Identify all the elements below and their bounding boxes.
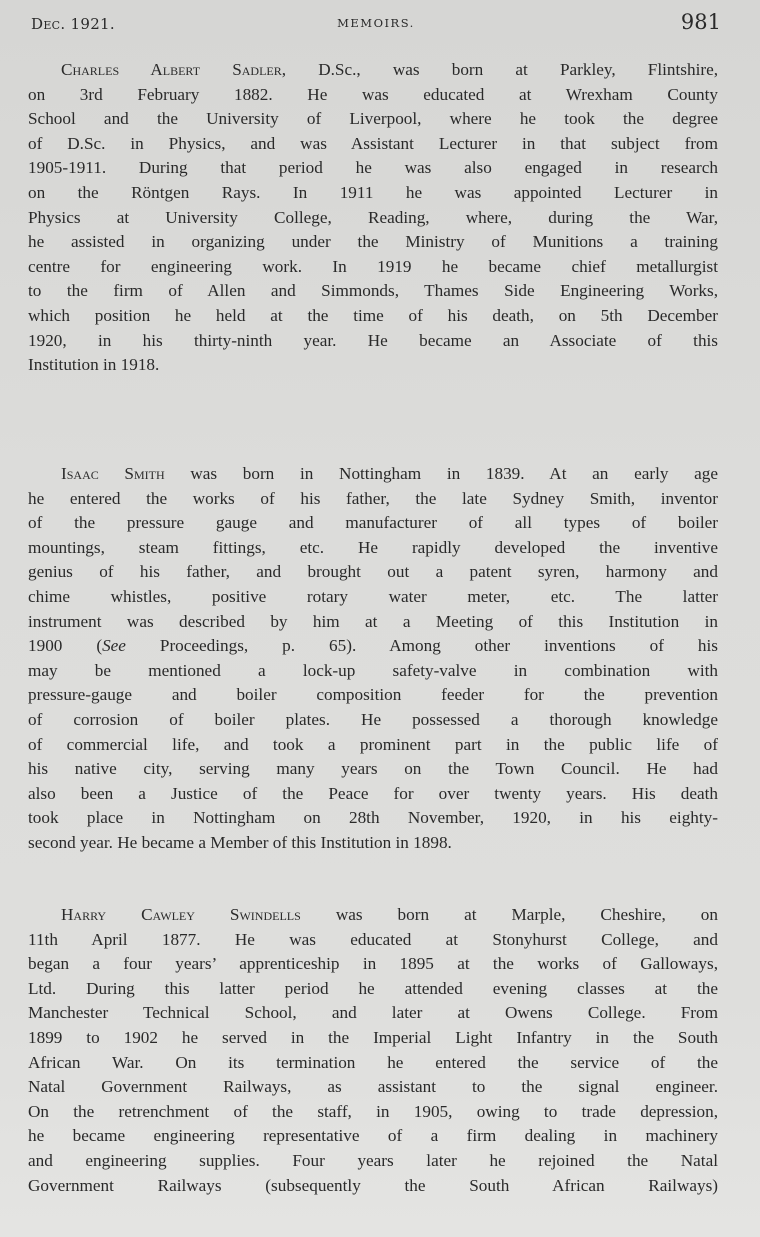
memoir-line: he entered the works of his father, the late Sydney Smith, inventor xyxy=(28,488,718,508)
header-section-title: MEMOIRS. xyxy=(337,16,415,30)
memoir-paragraph-swindells xyxy=(28,903,718,1198)
memoir-name: Charles Albert Sadler xyxy=(61,60,282,79)
memoir-line: 1905-1911. During that period he was also engaged in research xyxy=(28,158,718,178)
memoir-line xyxy=(28,903,718,928)
line-text: 1900 ( xyxy=(28,636,103,656)
memoir-line: began a four years’ apprenticeship in 1895 at the works of Galloways, xyxy=(28,954,718,974)
memoir-name: Harry Cawley Swindells xyxy=(61,905,301,924)
memoir-line: of the pressure gauge and manufacturer of all types of boiler xyxy=(28,513,718,533)
line-text: Proceedings, p. 65). Among other inventions of his xyxy=(125,636,718,656)
memoir-line: instrument was described by him at a Meeting of this Institution in xyxy=(28,611,718,631)
memoir-paragraph-sadler xyxy=(28,58,718,378)
memoir-line: 1899 to 1902 he served in the Imperial Light Infantry in the South xyxy=(28,1027,718,1047)
memoir-line: Institution in 1918. xyxy=(28,355,160,375)
memoir-line: which position he held at the time of his death, on 5th December xyxy=(28,305,718,325)
memoir-line: genius of his father, and brought out a patent syren, harmony and xyxy=(28,562,718,582)
memoir-name: Isaac Smith xyxy=(61,464,165,483)
memoir-line: and engineering supplies. Four years later he rejoined the Natal xyxy=(28,1150,718,1170)
memoir-line: mountings, steam fittings, etc. He rapidly developed the inventive xyxy=(28,537,718,557)
header-date: Dec. 1921. xyxy=(31,15,115,33)
memoir-line: second year. He became a Member of this Institution in 1898. xyxy=(28,832,452,852)
memoir-line: he became engineering representative of a firm dealing in machinery xyxy=(28,1126,718,1146)
memoir-line: of corrosion of boiler plates. He possessed a thorough knowledge xyxy=(28,709,718,729)
memoir-line: on 3rd February 1882. He was educated at Wrexham County xyxy=(28,84,718,104)
memoir-line: he assisted in organizing under the Ministry of Munitions a training xyxy=(28,232,718,252)
line-text: was born at Marple, Cheshire, on xyxy=(300,905,718,924)
memoir-line: School and the University of Liverpool, where he took the degree xyxy=(28,109,718,129)
memoir-line: Government Railways (subsequently the South African Railways) xyxy=(28,1175,718,1195)
memoir-line xyxy=(28,634,718,659)
memoir-line xyxy=(28,462,718,487)
memoir-line: also been a Justice of the Peace for over twenty years. His death xyxy=(28,783,718,803)
memoir-line: on the Röntgen Rays. In 1911 he was appointed Lecturer in xyxy=(28,182,718,202)
memoir-line: chime whistles, positive rotary water meter, etc. The latter xyxy=(28,586,718,606)
memoir-line: African War. On its termination he entered the service of the xyxy=(28,1052,718,1072)
line-text: , D.Sc., was born at Parkley, Flintshire, xyxy=(281,60,718,79)
memoir-line: of D.Sc. in Physics, and was Assistant Lecturer in that subject from xyxy=(28,133,718,153)
memoir-line: Physics at University College, Reading, where, during the War, xyxy=(28,207,718,227)
page-number: 981 xyxy=(680,10,721,34)
memoir-line: may be mentioned a lock-up safety-valve in combination with xyxy=(28,660,718,680)
memoir-line: On the retrenchment of the staff, in 1905, owing to trade depression, xyxy=(28,1101,718,1121)
memoir-paragraph-smith xyxy=(28,462,718,856)
memoir-line: centre for engineering work. In 1919 he became chief metallurgist xyxy=(28,256,718,276)
memoir-line: his native city, serving many years on the Town Council. He had xyxy=(28,759,718,779)
memoir-line: to the firm of Allen and Simmonds, Thames Side Engineering Works, xyxy=(28,281,718,301)
memoir-line: took place in Nottingham on 28th November, 1920, in his eighty- xyxy=(28,808,718,828)
memoir-line: Ltd. During this latter period he attended evening classes at the xyxy=(28,978,718,998)
line-text: was born in Nottingham in 1839. At an early age xyxy=(164,464,718,483)
italic-see: See xyxy=(102,636,126,656)
running-header xyxy=(31,10,721,38)
memoir-line: Manchester Technical School, and later at Owens College. From xyxy=(28,1003,718,1023)
memoir-line: of commercial life, and took a prominent part in the public life of xyxy=(28,734,718,754)
memoir-line: pressure-gauge and boiler composition feeder for the prevention xyxy=(28,685,718,705)
memoir-line xyxy=(28,58,718,83)
memoir-line: 1920, in his thirty-ninth year. He became an Associate of this xyxy=(28,330,718,350)
memoir-line: 11th April 1877. He was educated at Stonyhurst College, and xyxy=(28,929,718,949)
memoir-line: Natal Government Railways, as assistant to the signal engineer. xyxy=(28,1077,718,1097)
